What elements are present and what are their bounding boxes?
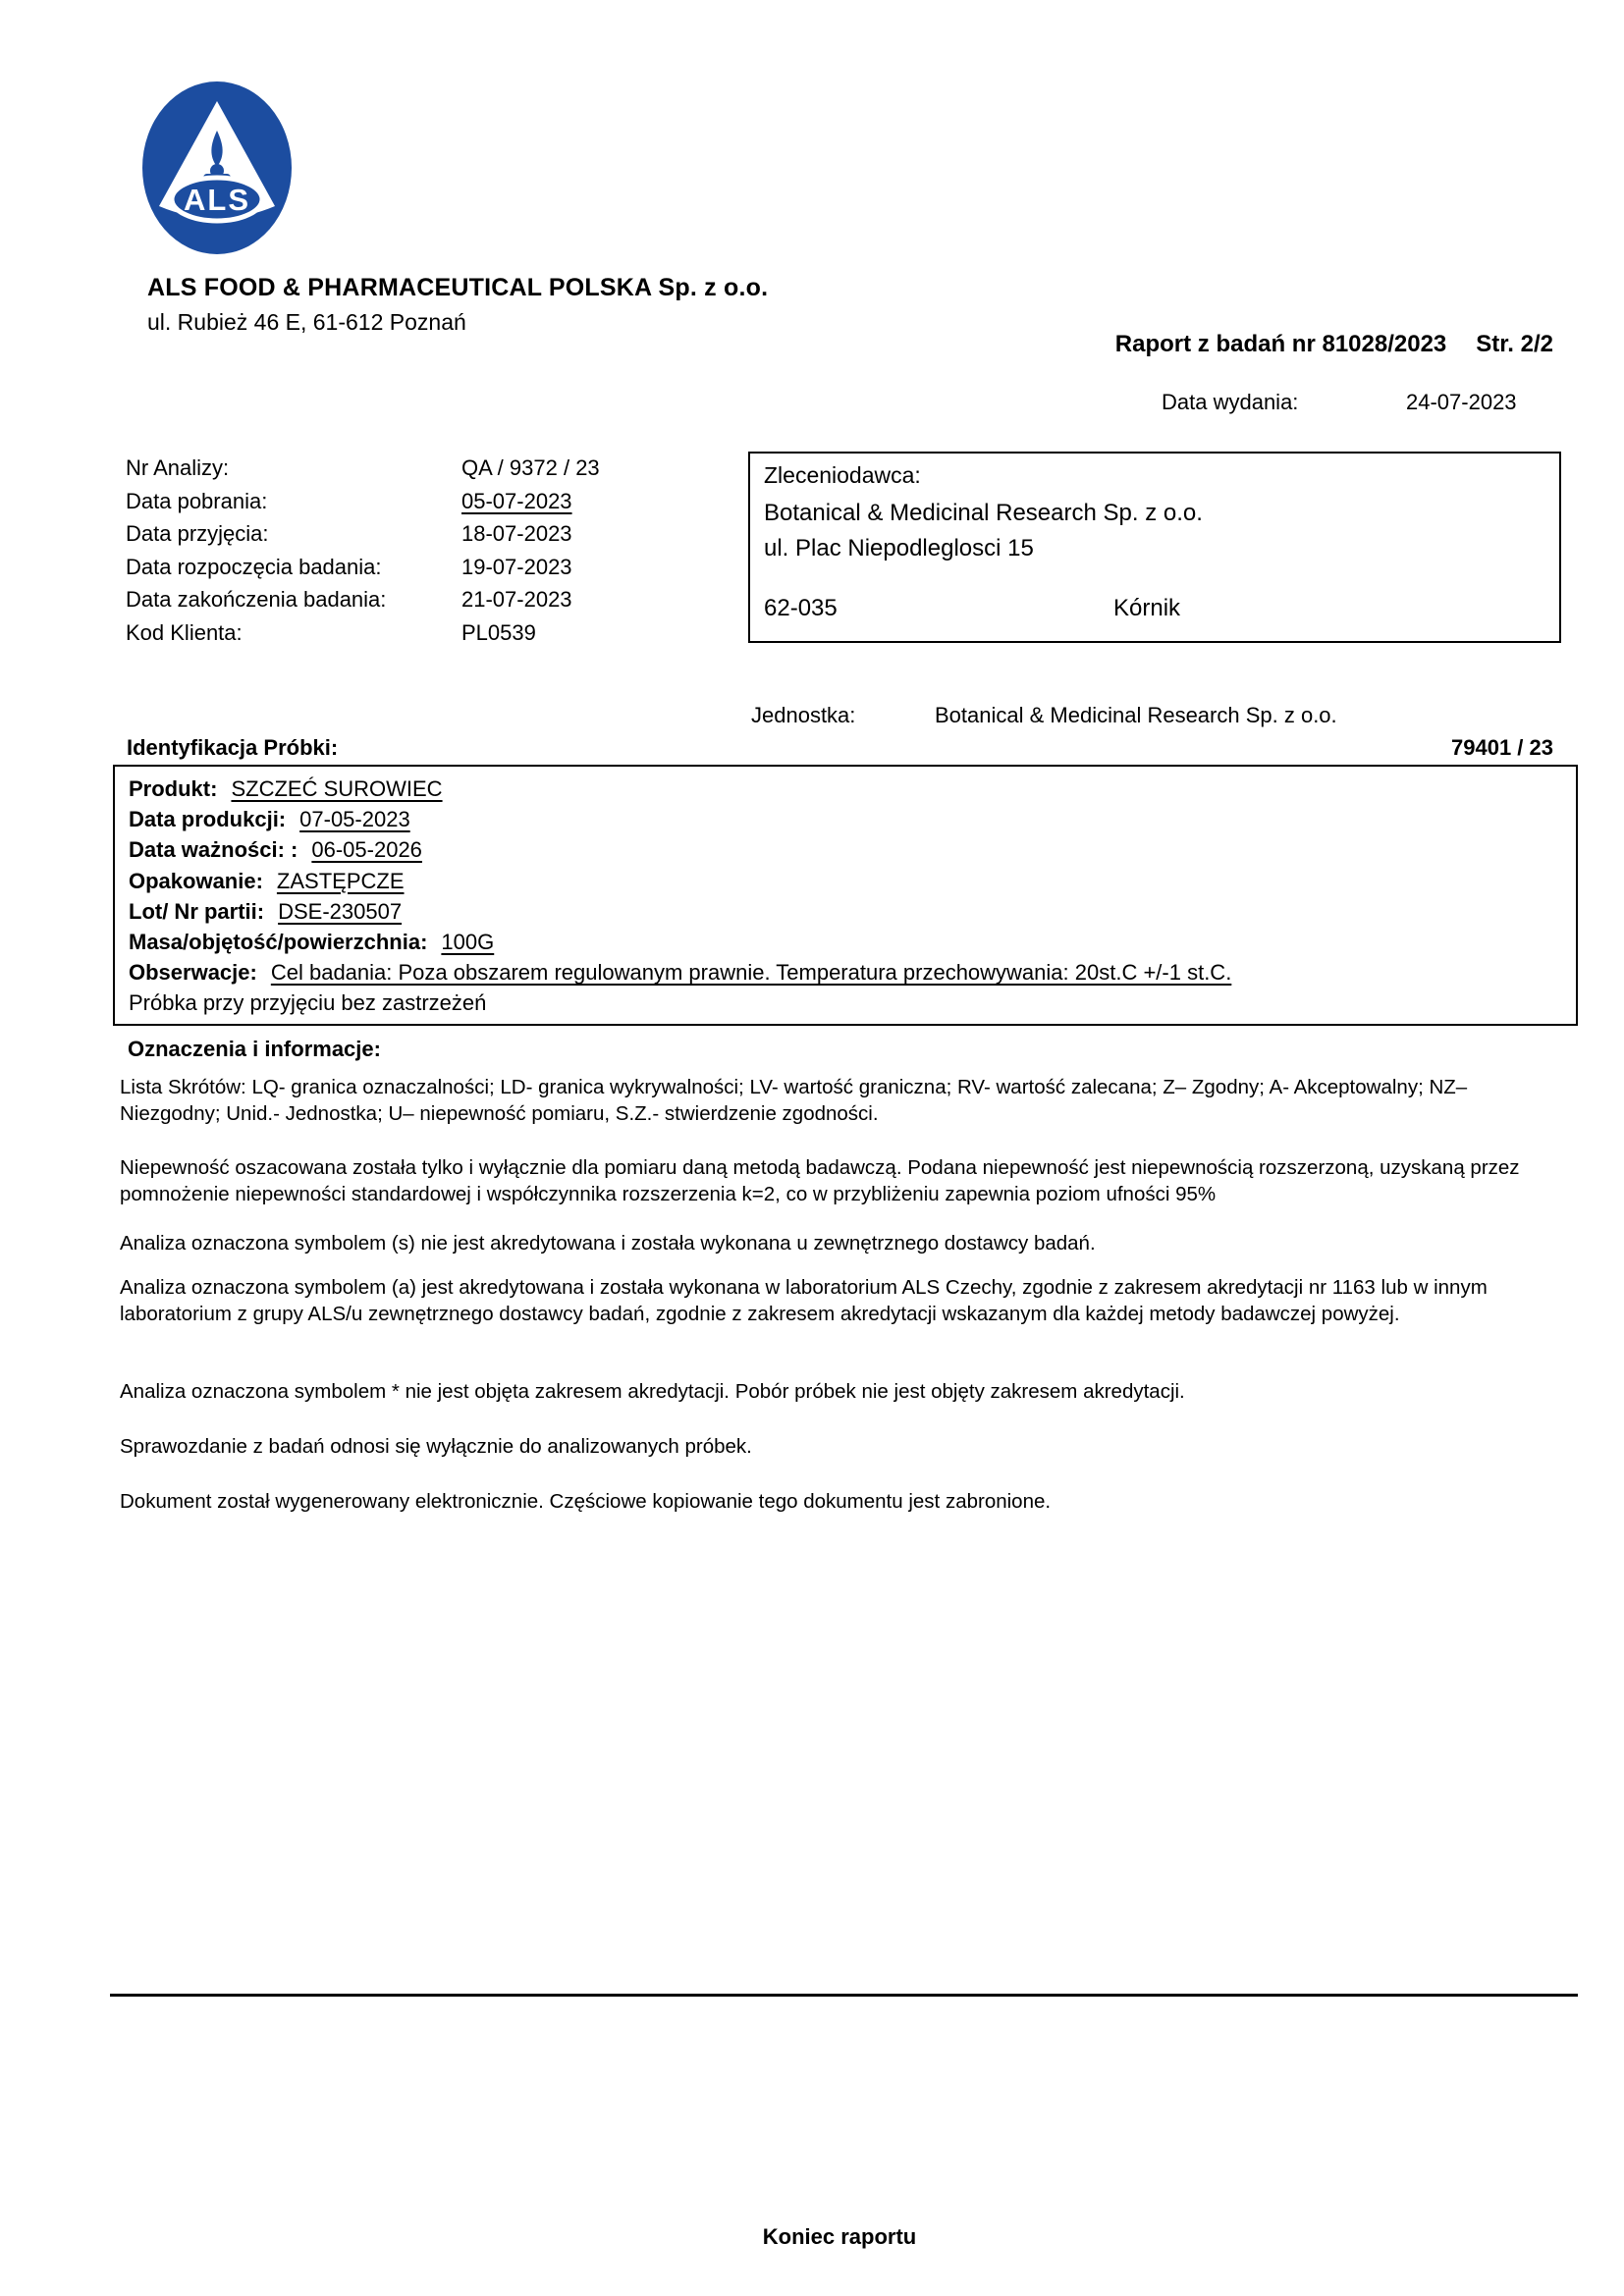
sample-row-label: Data ważności: : [129, 837, 298, 863]
page-indicator: Str. 2/2 [1476, 331, 1553, 357]
sample-row-value: DSE-230507 [278, 898, 403, 924]
sample-row-value: 100G [441, 930, 495, 955]
sample-box [113, 765, 1578, 1026]
legend-paragraph: Analiza oznaczona symbolem (s) nie jest akredytowana i została wykonana u zewnętrznego dostawcy badań. [120, 1232, 1096, 1255]
client-postal-code: 62-035 [764, 595, 838, 621]
sample-row-label: Data produkcji: [129, 807, 287, 832]
analysis-info-row [126, 485, 734, 518]
analysis-info [126, 452, 734, 650]
analysis-info-value: 05-07-2023 [461, 488, 572, 513]
sample-row-label: Lot/ Nr partii: [129, 898, 265, 924]
analysis-info-label: Data zakończenia badania: [126, 587, 387, 613]
legend-heading: Oznaczenia i informacje: [128, 1037, 381, 1061]
analysis-info-value: 18-07-2023 [461, 521, 572, 547]
sample-row [129, 927, 1564, 957]
sample-row-value: 07-05-2023 [299, 807, 410, 832]
sample-id-heading: Identyfikacja Próbki: [127, 735, 339, 760]
sample-row [129, 896, 1564, 927]
report-header [1115, 331, 1553, 358]
legend-paragraph: Sprawozdanie z badań odnosi się wyłącznie do analizowanych próbek. [120, 1435, 752, 1458]
analysis-info-label: Kod Klienta: [126, 619, 243, 645]
sample-row [129, 804, 1564, 834]
legend-paragraph: Analiza oznaczona symbolem * nie jest objęta zakresem akredytacji. Pobór próbek nie jest objęty zakresem akredytacji. [120, 1380, 1185, 1403]
sample-note: Próbka przy przyjęciu bez zastrzeżeń [129, 990, 487, 1016]
sample-row-value: Cel badania: Poza obszarem regulowanym prawnie. Temperatura przechowywania: 20st.C +/-1 st.C. [270, 960, 1232, 986]
issue-date-value: 24-07-2023 [1406, 390, 1517, 414]
sample-row [129, 774, 1564, 804]
unit-label: Jednostka: [751, 703, 856, 727]
client-name: Botanical & Medicinal Research Sp. z o.o. [764, 500, 1203, 526]
legend-paragraph: Dokument został wygenerowany elektronicznie. Częściowe kopiowanie tego dokumentu jest zabronione. [120, 1490, 1052, 1513]
sample-row-value: 06-05-2026 [311, 837, 422, 863]
sample-row-label: Opakowanie: [129, 868, 263, 893]
legend-paragraph: Lista Skrótów: LQ- granica oznaczalności; LD- granica wykrywalności; LV- wartość graniczna; RV- wartość zalecana; Z– Zgodny; A- Akceptowalny; NZ– Niezgodny; Unid.- Jednostka; U– niepewność pomiaru, S.Z.- stwierdzenie zgodności. [120, 1076, 1468, 1125]
company-name: ALS FOOD & PHARMACEUTICAL POLSKA Sp. z o.o. [147, 274, 769, 301]
end-of-report-label: Koniec raportu [762, 2224, 917, 2249]
analysis-info-value: PL0539 [461, 619, 536, 645]
analysis-info-value: 21-07-2023 [461, 587, 572, 613]
issue-date-label: Data wydania: [1162, 390, 1299, 414]
sample-row-label: Obserwacje: [129, 960, 257, 986]
analysis-info-row [126, 616, 734, 650]
report-divider [110, 1994, 1578, 1997]
sample-row-label: Masa/objętość/powierzchnia: [129, 930, 428, 955]
sample-row [129, 866, 1564, 896]
client-street: ul. Plac Niepodleglosci 15 [764, 535, 1034, 561]
unit-value: Botanical & Medicinal Research Sp. z o.o. [935, 703, 1337, 727]
als-logo [142, 81, 292, 254]
analysis-info-row [126, 551, 734, 584]
sample-row [129, 834, 1564, 865]
analysis-info-row [126, 517, 734, 551]
sample-number: 79401 / 23 [1451, 735, 1553, 760]
sample-row [129, 957, 1564, 988]
sample-row-label: Produkt: [129, 776, 218, 801]
logo-text: ALS [184, 183, 250, 217]
analysis-info-value: 19-07-2023 [461, 554, 572, 579]
analysis-info-label: Nr Analizy: [126, 455, 230, 480]
legend-paragraph: Niepewność oszacowana została tylko i wyłącznie dla pomiaru daną metodą badawczą. Podana niepewność jest niepewnością rozszerzoną, uzyskaną przez pomnożenie niepewności standardowej i współczynnika rozszerzenia k=2, co w przybliżeniu zapewnia poziom ufności 95% [120, 1156, 1520, 1205]
legend-paragraph: Analiza oznaczona symbolem (a) jest akredytowana i została wykonana w laboratorium ALS Czechy, zgodnie z zakresem akredytacji nr 1163 lub w innym laboratorium z grupy ALS/u zewnętrznego dostawcy badań, zgodnie z zakresem akredytacji wskazanym dla każdej metody badawczej powyżej. [120, 1276, 1488, 1325]
client-city: Kórnik [1113, 595, 1181, 621]
client-label: Zleceniodawca: [764, 462, 921, 488]
report-number: Raport z badań nr 81028/2023 [1114, 331, 1447, 357]
analysis-info-row [126, 452, 734, 485]
analysis-info-label: Data przyjęcia: [126, 521, 269, 547]
analysis-info-label: Data rozpoczęcia badania: [126, 554, 382, 579]
analysis-info-value: QA / 9372 / 23 [461, 455, 600, 480]
client-box [748, 452, 1561, 643]
analysis-info-label: Data pobrania: [126, 488, 268, 513]
company-address: ul. Rubież 46 E, 61-612 Poznań [147, 309, 466, 335]
analysis-info-row [126, 583, 734, 616]
sample-row-value: ZASTĘPCZE [276, 868, 405, 893]
sample-row-value: SZCZEĆ SUROWIEC [231, 776, 443, 801]
